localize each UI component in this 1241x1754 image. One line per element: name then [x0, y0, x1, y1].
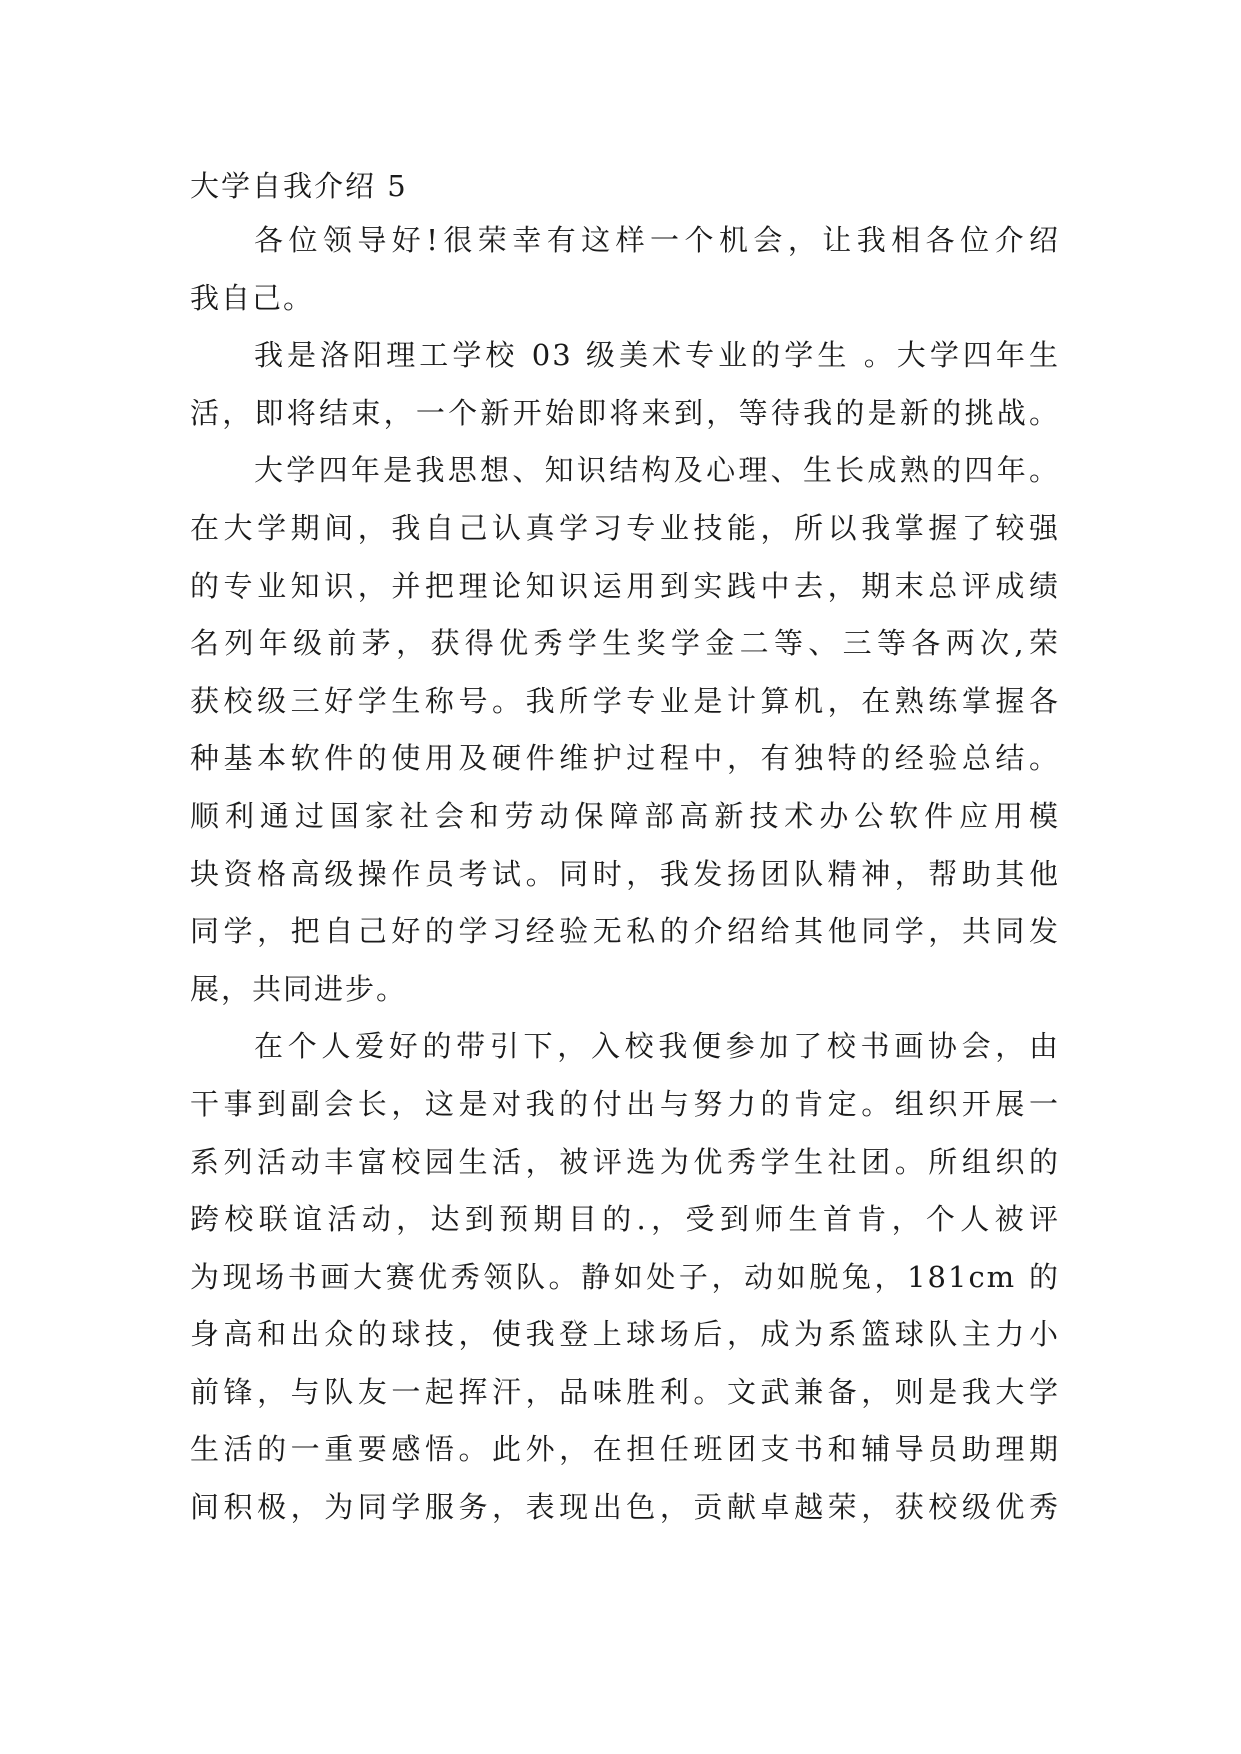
document-body [190, 160, 1060, 1537]
paragraph-1 [190, 212, 1060, 327]
text-line: 身高和出众的球技，使我登上球场后，成为系篮球队主力小 [190, 1317, 1060, 1352]
text-line: 展，共同进步。 [190, 971, 408, 1006]
text-line: 为现场书画大赛优秀领队。静如处子，动如脱兔，181cm 的 [190, 1259, 1060, 1294]
paragraph-4 [190, 1018, 1060, 1536]
document-title: 大学自我介绍 5 [190, 169, 408, 203]
text-line: 获校级三好学生称号。我所学专业是计算机，在熟练掌握各 [190, 683, 1060, 718]
text-line: 我是洛阳理工学校 03 级美术专业的学生 。大学四年生 [254, 338, 1060, 373]
paragraph-2 [190, 327, 1060, 442]
text-line: 我自己。 [190, 280, 315, 315]
text-line: 在大学期间，我自己认真学习专业技能，所以我掌握了较强 [190, 510, 1060, 545]
text-line: 大学四年是我思想、知识结构及心理、生长成熟的四年。 [254, 453, 1060, 488]
text-line: 同学，把自己好的学习经验无私的介绍给其他同学，共同发 [190, 914, 1060, 949]
paragraph-3 [190, 442, 1060, 1018]
text-line: 干事到副会长，这是对我的付出与努力的肯定。组织开展一 [190, 1086, 1060, 1121]
text-line: 系列活动丰富校园生活，被评选为优秀学生社团。所组织的 [190, 1144, 1060, 1179]
text-line: 顺利通过国家社会和劳动保障部高新技术办公软件应用模 [190, 798, 1060, 833]
text-line: 的专业知识，并把理论知识运用到实践中去，期末总评成绩 [190, 568, 1060, 603]
text-line: 种基本软件的使用及硬件维护过程中，有独特的经验总结。 [190, 741, 1060, 776]
text-line: 在个人爱好的带引下，入校我便参加了校书画协会，由 [254, 1029, 1060, 1064]
text-line: 各位领导好!很荣幸有这样一个机会，让我相各位介绍 [254, 223, 1060, 257]
text-line: 名列年级前茅，获得优秀学生奖学金二等、三等各两次,荣 [190, 626, 1060, 661]
text-line: 活，即将结束，一个新开始即将来到，等待我的是新的挑战。 [190, 395, 1060, 430]
text-line: 生活的一重要感悟。此外，在担任班团支书和辅导员助理期 [190, 1432, 1060, 1467]
text-line: 跨校联谊活动，达到预期目的.，受到师生首肯，个人被评 [190, 1202, 1060, 1237]
text-line: 间积极，为同学服务，表现出色，贡献卓越荣，获校级优秀 [190, 1490, 1060, 1525]
text-line: 前锋，与队友一起挥汗，品味胜利。文武兼备，则是我大学 [190, 1374, 1060, 1409]
text-line: 块资格高级操作员考试。同时，我发扬团队精神，帮助其他 [190, 856, 1060, 891]
